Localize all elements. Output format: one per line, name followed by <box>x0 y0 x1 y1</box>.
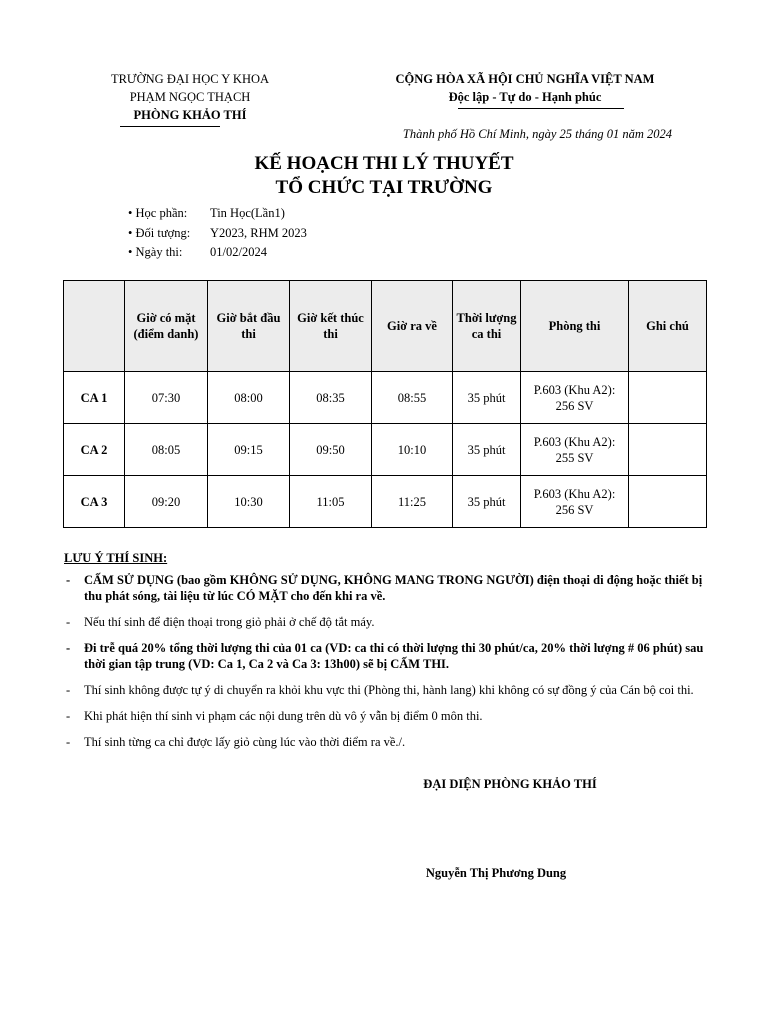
school-name-line1: TRƯỜNG ĐẠI HỌC Y KHOA <box>110 72 270 86</box>
candidate-notes <box>64 550 714 760</box>
table-cell: P.603 (Khu A2): 256 SV <box>521 476 629 528</box>
table-row <box>64 424 707 476</box>
note-item <box>64 572 714 604</box>
school-name-line2: PHẠM NGỌC THẠCH <box>129 90 251 104</box>
table-cell: CA 3 <box>64 476 125 528</box>
dash-bullet: - <box>66 641 71 655</box>
note-item <box>64 640 714 672</box>
department-underline <box>120 126 220 127</box>
department-name: PHÒNG KHẢO THÍ <box>133 108 247 122</box>
table-header-cell: Giờ ra về <box>372 281 453 372</box>
table-cell: 09:20 <box>125 476 208 528</box>
table-cell: 35 phút <box>453 476 521 528</box>
note-item <box>64 708 714 724</box>
table-header-cell: Phòng thi <box>521 281 629 372</box>
document-title <box>0 152 768 200</box>
national-motto: Độc lập - Tự do - Hạnh phúc <box>448 90 602 104</box>
table-cell: 11:25 <box>372 476 453 528</box>
table-cell: CA 1 <box>64 372 125 424</box>
note-text: Nếu thí sinh để điện thoại trong giỏ phải ở chế độ tắt máy. <box>84 615 375 629</box>
date-line: Thành phố Hồ Chí Minh, ngày 25 tháng 01 năm 2024 <box>402 127 672 141</box>
table-cell: 10:30 <box>208 476 290 528</box>
table-cell <box>629 424 707 476</box>
table-cell: CA 2 <box>64 424 125 476</box>
table-cell: 35 phút <box>453 424 521 476</box>
info-label: • Học phần: <box>128 206 188 220</box>
title-line2: TỔ CHỨC TẠI TRƯỜNG <box>275 177 493 198</box>
dash-bullet: - <box>66 573 71 587</box>
national-header <box>390 70 660 106</box>
table-cell: P.603 (Khu A2): 255 SV <box>521 424 629 476</box>
signer-name: Nguyễn Thị Phương Dung <box>425 866 567 880</box>
info-label: • Ngày thi: <box>128 245 183 259</box>
title-line1: KẾ HOẠCH THI LÝ THUYẾT <box>254 153 514 174</box>
table-cell: 09:50 <box>290 424 372 476</box>
table-cell: 08:35 <box>290 372 372 424</box>
table-header-cell <box>64 281 125 372</box>
exam-schedule-table <box>63 280 707 528</box>
table-cell: 11:05 <box>290 476 372 528</box>
info-label: • Đối tượng: <box>128 226 191 240</box>
info-value: Y2023, RHM 2023 <box>210 226 307 240</box>
note-text: Thí sinh không được tự ý di chuyển ra khỏi khu vực thi (Phòng thi, hành lang) khi không có sự đồng ý của Cán bộ coi thi. <box>84 683 694 697</box>
table-cell: 10:10 <box>372 424 453 476</box>
note-item <box>64 614 714 630</box>
info-value: Tin Học(Lần1) <box>210 206 285 220</box>
table-header-cell: Thời lượng ca thi <box>453 281 521 372</box>
motto-underline <box>458 108 624 109</box>
dash-bullet: - <box>66 615 71 629</box>
table-row <box>64 476 707 528</box>
signer-title: ĐẠI DIỆN PHÒNG KHẢO THÍ <box>423 777 597 791</box>
table-row <box>64 372 707 424</box>
note-item <box>64 682 714 698</box>
table-cell: P.603 (Khu A2): 256 SV <box>521 372 629 424</box>
note-text: CẤM SỬ DỤNG (bao gồm KHÔNG SỬ DỤNG, KHÔNG MANG TRONG NGƯỜI) điện thoại di động hoặc thiết bị thu phát sóng, tài liệu từ lúc CÓ MẶT cho đến khi ra về. <box>84 573 703 603</box>
notes-title: LƯU Ý THÍ SINH: <box>64 551 168 565</box>
table-cell: 08:55 <box>372 372 453 424</box>
table-cell <box>629 476 707 528</box>
note-item <box>64 734 714 750</box>
table-cell: 08:00 <box>208 372 290 424</box>
table-header-row <box>64 281 707 372</box>
note-text: Thí sinh từng ca chỉ được lấy giỏ cùng lúc vào thời điểm ra về./. <box>84 735 406 749</box>
table-cell <box>629 372 707 424</box>
note-text: Khi phát hiện thí sinh vi phạm các nội dung trên dù vô ý vẫn bị điểm 0 môn thi. <box>84 709 483 723</box>
table-cell: 07:30 <box>125 372 208 424</box>
table-header-cell: Giờ có mặt (điểm danh) <box>125 281 208 372</box>
dash-bullet: - <box>66 735 71 749</box>
table-cell: 35 phút <box>453 372 521 424</box>
school-header <box>60 70 320 124</box>
dash-bullet: - <box>66 709 71 723</box>
table-cell: 08:05 <box>125 424 208 476</box>
note-text: Đi trễ quá 20% tổng thời lượng thi của 01 ca (VD: ca thi có thời lượng thi 30 phút/ca, 20% thời lượng # 06 phút) sau thời gian tập trung (VD: Ca 1, Ca 2 và Ca 3: 13h00) sẽ bị CẤM THI. <box>84 641 704 671</box>
table-cell: 09:15 <box>208 424 290 476</box>
info-value: 01/02/2024 <box>210 245 267 259</box>
table-header-cell: Giờ kết thúc thi <box>290 281 372 372</box>
dash-bullet: - <box>66 683 71 697</box>
table-header-cell: Ghi chú <box>629 281 707 372</box>
table-header-cell: Giờ bắt đầu thi <box>208 281 290 372</box>
country-name: CỘNG HÒA XÃ HỘI CHỦ NGHĨA VIỆT NAM <box>395 72 655 86</box>
